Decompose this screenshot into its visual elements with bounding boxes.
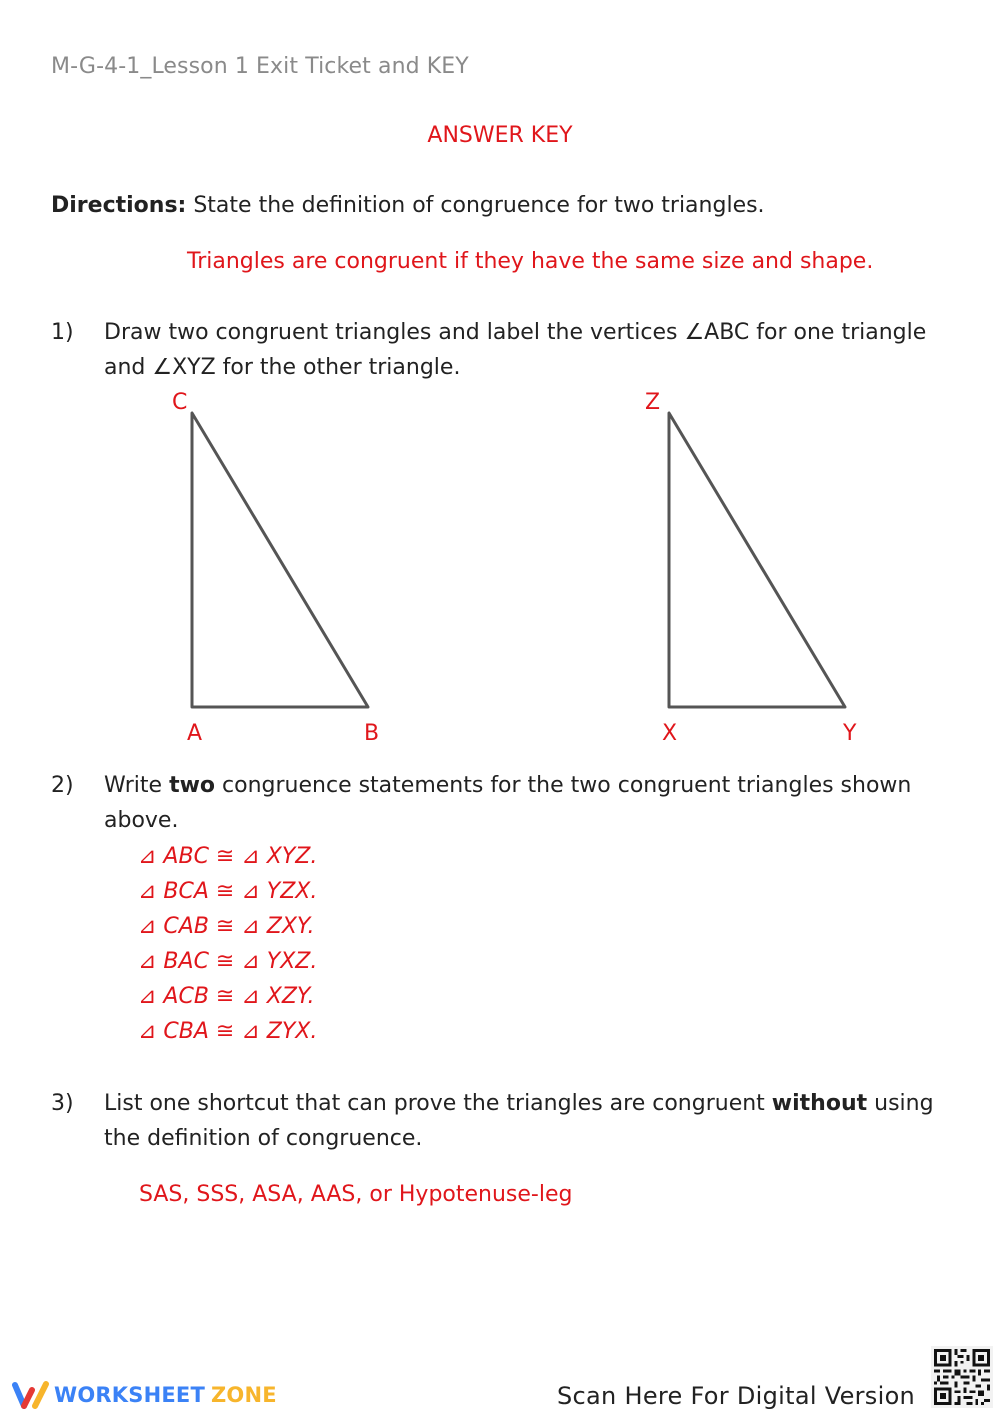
congruence-statement-1: ⊿ ABC ≅ ⊿ XYZ. [138,844,318,869]
qr-code[interactable] [931,1346,993,1408]
question-3-number: 3) [51,1091,74,1116]
question-3-emphasis: without [771,1091,868,1116]
scan-here-text: Scan Here For Digital Version [557,1382,916,1410]
question-3-text-pre: List one shortcut that can prove the triangles are congruent [104,1091,772,1116]
vertex-label-z: Z [645,390,661,415]
congruence-statement-2: ⊿ BCA ≅ ⊿ YZX. [138,879,318,904]
qr-code-icon [931,1346,993,1408]
logo-text-worksheet: WORKSHEET [54,1383,205,1407]
question-2-line-2: above. [104,808,179,833]
triangle-abc [180,405,380,720]
vertex-label-b: B [364,721,380,746]
vertex-label-c: C [172,390,188,415]
question-2-emphasis: two [169,773,216,798]
question-2-text-post: congruence statements for the two congruent triangles shown [215,773,912,798]
question-2-number: 2) [51,773,74,798]
vertex-label-x: X [662,721,678,746]
congruence-statement-4: ⊿ BAC ≅ ⊿ YXZ. [138,949,318,974]
question-1-line-2: and ∠XYZ for the other triangle. [104,355,461,380]
definition-answer: Triangles are congruent if they have the same size and shape. [187,249,874,274]
congruence-statement-5: ⊿ ACB ≅ ⊿ XZY. [138,984,315,1009]
congruence-statement-3: ⊿ CAB ≅ ⊿ ZXY. [138,914,315,939]
vertex-label-a: A [187,721,203,746]
shortcut-answer: SAS, SSS, ASA, AAS, or Hypotenuse-leg [139,1182,573,1207]
logo-text-zone: ZONE [210,1383,277,1407]
question-1-line-1: Draw two congruent triangles and label the vertices ∠ABC for one triangle [104,320,927,345]
directions-text: State the definition of congruence for two triangles. [186,193,765,218]
document-title: M-G-4-1_Lesson 1 Exit Ticket and KEY [51,54,469,79]
worksheet-zone-logo[interactable] [10,1378,277,1412]
triangle-xyz [657,405,857,720]
question-3-line-1 [104,1091,934,1116]
question-3-text-post: using [867,1091,934,1116]
vertex-label-y: Y [843,721,857,746]
directions [51,193,765,218]
logo-w-icon [10,1379,54,1411]
congruence-statement-6: ⊿ CBA ≅ ⊿ ZYX. [138,1019,318,1044]
question-1-number: 1) [51,320,74,345]
question-3-line-2: the definition of congruence. [104,1126,423,1151]
question-2-text-pre: Write [104,773,170,798]
answer-key-heading: ANSWER KEY [427,123,573,148]
directions-label: Directions: [51,193,187,218]
question-2-line-1 [104,773,911,798]
